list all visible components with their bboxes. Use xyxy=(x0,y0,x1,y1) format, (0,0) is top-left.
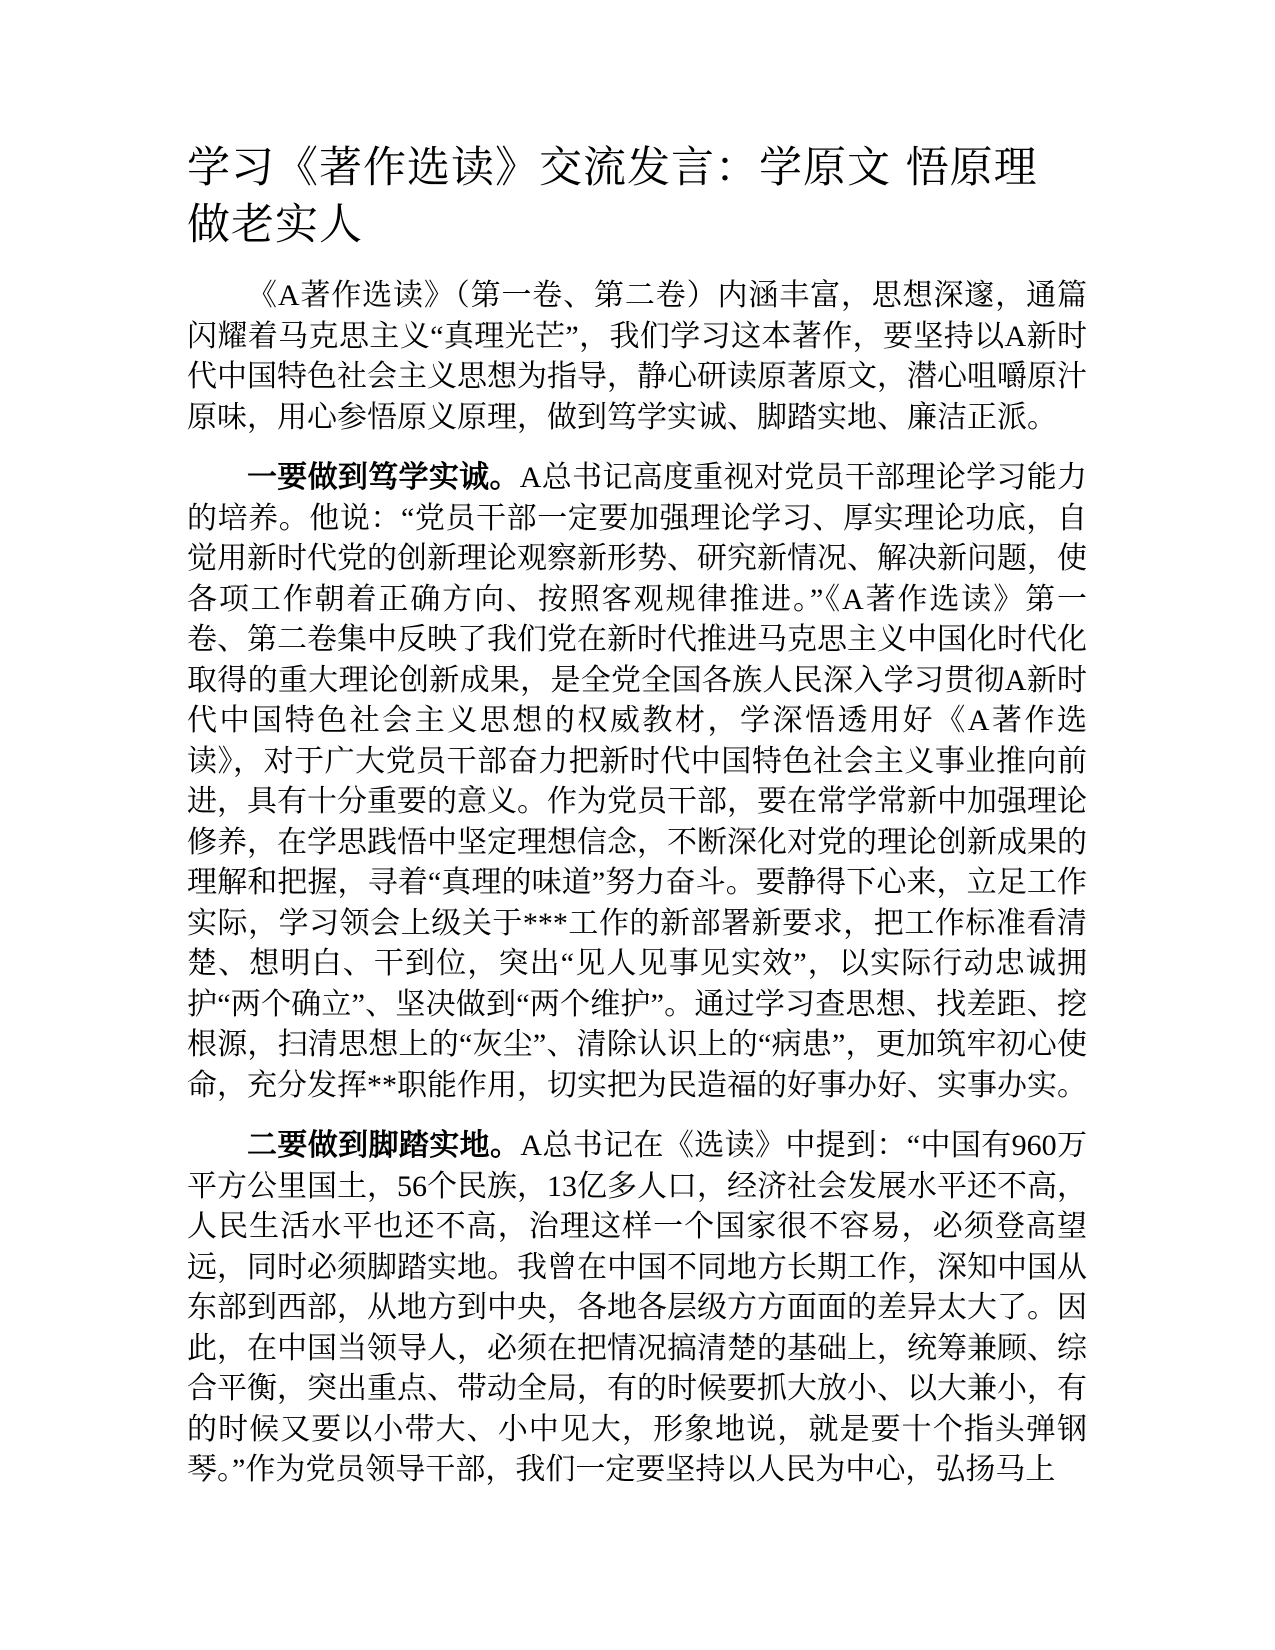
paragraph-point-two xyxy=(187,1126,1087,1491)
paragraph-lead: 二要做到脚踏实地。 xyxy=(247,1129,521,1162)
paragraph-text: 《A著作选读》（第一卷、第二卷）内涵丰富，思想深邃，通篇闪耀着马克思主义“真理光芒”，我们学习这本著作，要坚持以A新时代中国特色社会主义思想为指导，静心研读原著原文，潜心咀嚼原汁原味，用心参悟原义原理，做到笃学实诚、脚踏实地、廉洁正派。 xyxy=(187,279,1087,434)
document-page xyxy=(187,140,1087,1511)
document-title: 学习《著作选读》交流发言：学原文 悟原理 做老实人 xyxy=(187,143,1038,250)
paragraph-point-one xyxy=(187,458,1087,1106)
paragraph-intro xyxy=(187,276,1087,438)
paragraph-text: A总书记高度重视对党员干部理论学习能力的培养。他说：“党员干部一定要加强理论学习、厚实理论功底，自觉用新时代党的创新理论观察新形势、研究新情况、解决新问题，使各项工作朝着正确方向、按照客观规律推进。”《A著作选读》第一卷、第二卷集中反映了我们党在新时代推进马克思主义中国化时代化取得的重大理论创新成果，是全党全国各族人民深入学习贯彻A新时代中国特色社会主义思想的权威教材，学深悟透用好《A著作选读》，对于广大党员干部奋力把新时代中国特色社会主义事业推向前进，具有十分重要的意义。作为党员干部，要在常学常新中加强理论修养，在学思践悟中坚定理想信念，不断深化对党的理论创新成果的理解和把握，寻着“真理的味道”努力奋斗。要静得下心来，立足工作实际，学习领会上级关于***工作的新部署新要求，把工作标准看清楚、想明白、干到位，突出“见人见事见实效”，以实际行动忠诚拥护“两个确立”、坚决做到“两个维护”。通过学习查思想、找差距、挖根源，扫清思想上的“灰尘”、清除认识上的“病患”，更加筑牢初心使命，充分发挥**职能作用，切实把为民造福的好事办好、实事办实。 xyxy=(187,461,1087,1102)
paragraph-text: A总书记在《选读》中提到：“中国有960万平方公里国土，56个民族，13亿多人口，经济社会发展水平还不高，人民生活水平也还不高，治理这样一个国家很不容易，必须登高望远，同时必须脚踏实地。我曾在中国不同地方长期工作，深知中国从东部到西部，从地方到中央，各地各层级方方面面的差异太大了。因此，在中国当领导人，必须在把情况搞清楚的基础上，统筹兼顾、综合平衡，突出重点、带动全局，有的时候要抓大放小、以大兼小，有的时候又要以小带大、小中见大，形象地说，就是要十个指头弹钢琴。”作为党员领导干部，我们一定要坚持以人民为中心，弘扬马上 xyxy=(187,1129,1088,1486)
paragraph-lead: 一要做到笃学实诚。 xyxy=(247,461,520,494)
